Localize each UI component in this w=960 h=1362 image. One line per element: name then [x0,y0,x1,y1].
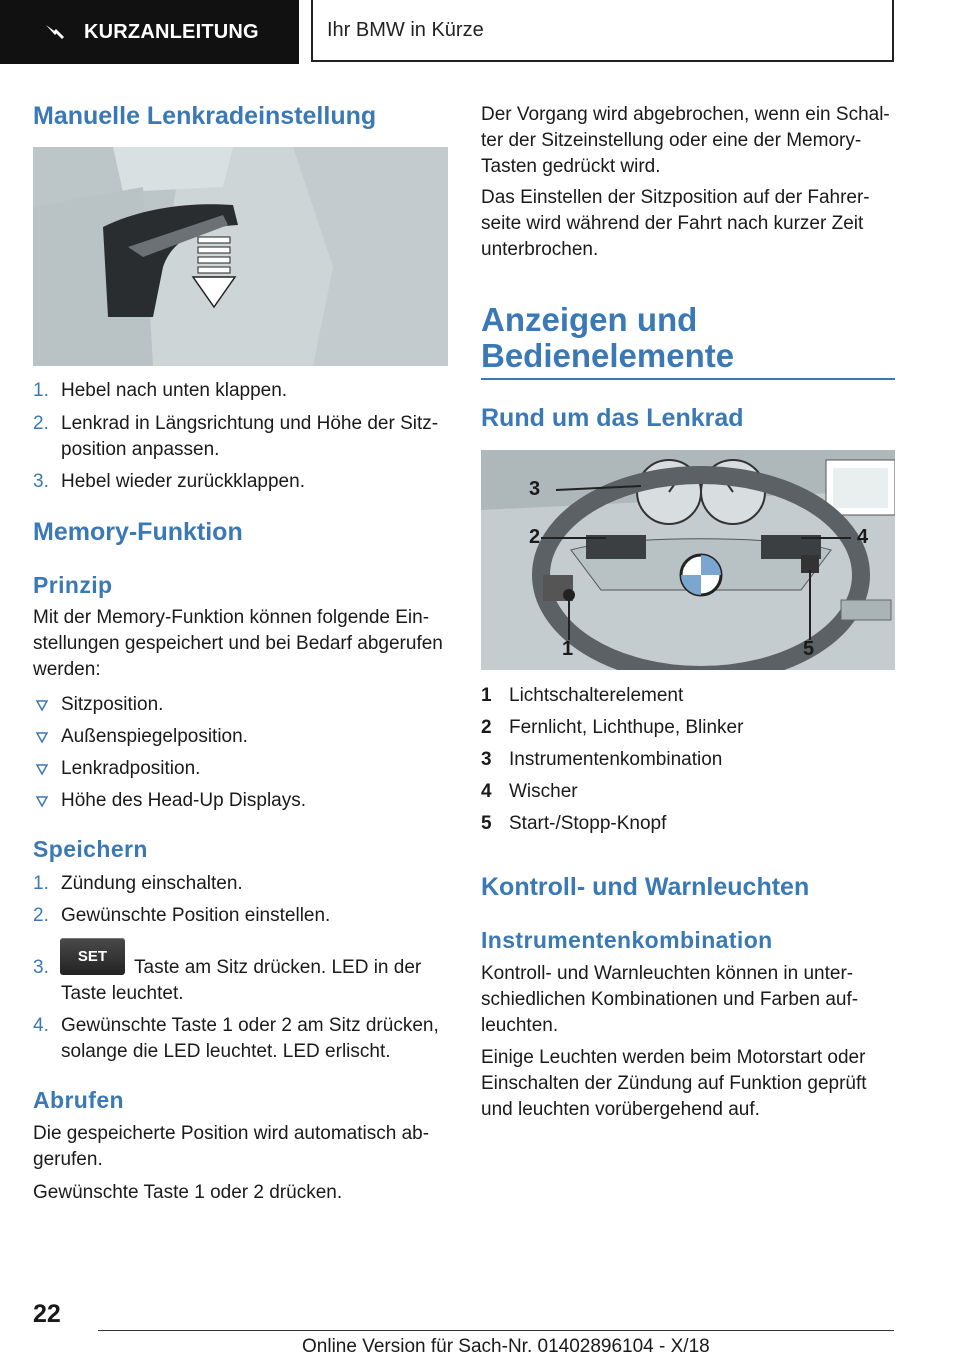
step-text: Hebel nach unten klappen. [61,380,288,401]
list-item: Höhe des Head-Up Displays. [61,790,307,811]
step-text-continued: Taste leuchtet. [61,983,184,1004]
step-text: Hebel wieder zurückklappen. [61,471,305,492]
heading-prinzip: Prinzip [33,572,113,598]
intro-text-line: unterbrochen. [481,239,599,260]
intro-text-line: ter der Sitzeinstellung oder eine der Memory- [481,130,862,151]
heading-abrufen: Abrufen [33,1087,124,1113]
bmw-quick-guide-icon [44,21,66,43]
prinzip-text-line: Mit der Memory-Funktion können folgende Ein- [33,607,430,628]
legend-text: Fernlicht, Lichthupe, Blinker [509,717,744,738]
step-number: 3. [33,471,49,492]
bullet-triangle-icon [35,756,49,782]
step-text: Zündung einschalten. [61,873,243,894]
step-number: 1. [33,873,49,894]
bullet-triangle-icon [35,724,49,750]
instr-text-line: Kontroll- und Warnleuchten können in unter- [481,963,854,984]
footer-online-version: Online Version für Sach-Nr. 01402896104 - X/18 [302,1336,710,1357]
callout-label: 4 [857,526,869,548]
footer-rule [98,1330,894,1331]
legend-number: 2 [481,717,492,738]
step-number: 2. [33,905,49,926]
heading-rund-um-das-lenkrad: Rund um das Lenkrad [481,404,744,432]
prinzip-text-line: werden: [33,659,101,680]
heading-anzeigen-line2: Bedienelemente [481,337,735,374]
legend-number: 1 [481,685,492,706]
legend-text: Instrumentenkombination [509,749,723,770]
list-item: Außenspiegelposition. [61,726,248,747]
heading-kontroll-warnleuchten: Kontroll- und Warnleuchten [481,873,810,901]
step-text: Lenkrad in Längsrichtung und Höhe der Sitz- [61,413,439,434]
step-text: Taste am Sitz drücken. LED in der [134,957,422,978]
callout-label: 1 [562,638,574,660]
step-text-continued: solange die LED leuchtet. LED erlischt. [61,1041,391,1062]
header-chapter-tab[interactable] [311,0,894,62]
heading-anzeigen-line1: Anzeigen und [481,301,698,338]
abrufen-text-line: Die gespeicherte Position wird automatisch ab- [33,1123,430,1144]
step-text: Gewünschte Position einstellen. [61,905,331,926]
heading-speichern: Speichern [33,836,148,862]
callout-label: 2 [529,526,541,548]
list-item: Lenkradposition. [61,758,201,779]
instr-text-line: leuchten. [481,1015,559,1036]
legend-number: 5 [481,813,492,834]
list-item: Sitzposition. [61,694,164,715]
step-text-continued: position anpassen. [61,439,220,460]
legend-text: Start-/Stopp-Knopf [509,813,667,834]
instr-text-line: und leuchten vorübergehend auf. [481,1099,760,1120]
page-number: 22 [33,1300,61,1328]
header-chapter-title: Ihr BMW in Kürze [327,18,484,41]
instr-text-line: Einige Leuchten werden beim Motorstart oder [481,1047,866,1068]
steering-lever-illustration [33,147,448,366]
header-section-tab[interactable] [0,0,299,64]
bullet-triangle-icon [35,692,49,718]
intro-text-line: Der Vorgang wird abgebrochen, wenn ein Schal- [481,104,890,125]
intro-text-line: Tasten gedrückt wird. [481,156,661,177]
step-number: 1. [33,380,49,401]
abrufen-text-line: gerufen. [33,1149,103,1170]
instr-text-line: Einschalten der Zündung auf Funktion geprüft [481,1073,867,1094]
heading-instrumentenkombination: Instrumentenkombination [481,927,773,953]
step-number: 3. [33,957,49,978]
heading-rule [481,378,895,380]
heading-memory-funktion: Memory-Funktion [33,518,243,546]
bullet-triangle-icon [35,788,49,814]
heading-manuelle-lenkradeinstellung: Manuelle Lenkradeinstellung [33,102,377,130]
legend-text: Lichtschalterelement [509,685,684,706]
step-number: 4. [33,1015,49,1036]
cockpit-illustration [481,450,895,670]
callout-label: 5 [803,638,815,660]
step-text: Gewünschte Taste 1 oder 2 am Sitz drücken, [61,1015,439,1036]
intro-text-line: Das Einstellen der Sitzposition auf der Fahrer- [481,187,870,208]
legend-text: Wischer [509,781,578,802]
legend-number: 3 [481,749,492,770]
step-number: 2. [33,413,49,434]
legend-number: 4 [481,781,492,802]
abrufen-text-line: Gewünschte Taste 1 oder 2 drücken. [33,1182,343,1203]
header-section-label: KURZANLEITUNG [84,20,259,43]
prinzip-text-line: stellungen gespeichert und bei Bedarf abgerufen [33,633,443,654]
callout-label: 3 [529,478,541,500]
intro-text-line: seite wird während der Fahrt nach kurzer Zeit [481,213,864,234]
set-button-icon: SET [60,938,125,975]
instr-text-line: schiedlichen Kombinationen und Farben auf- [481,989,859,1010]
